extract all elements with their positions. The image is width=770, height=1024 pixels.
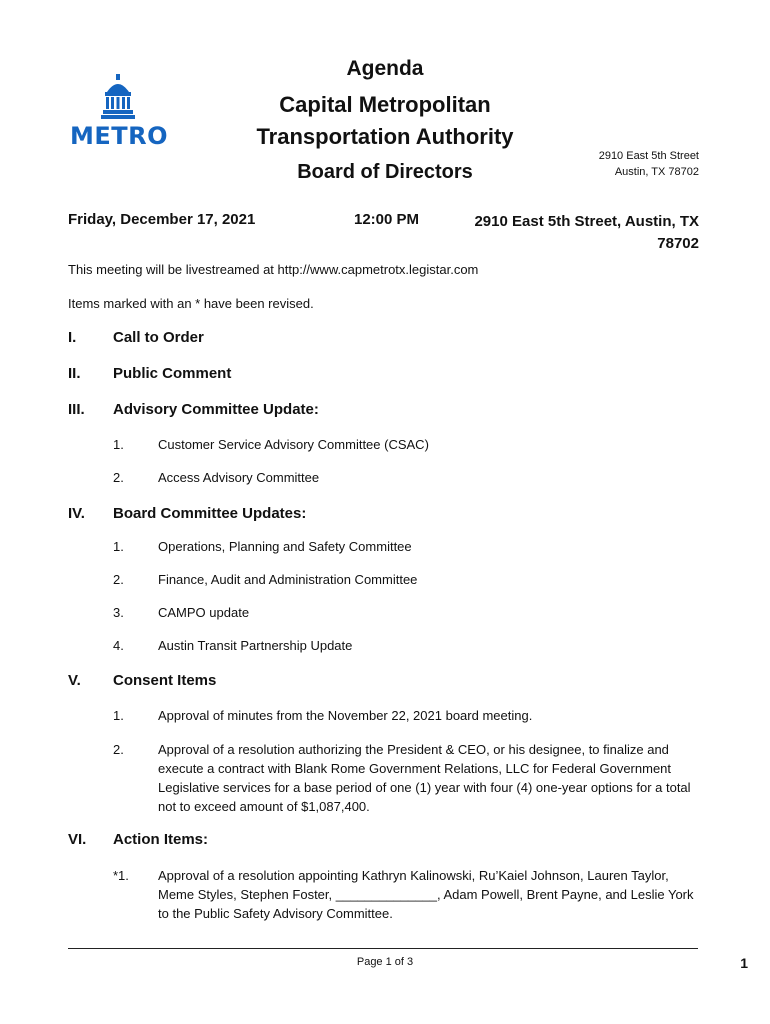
item-number: 2. — [113, 470, 124, 485]
livestream-note: This meeting will be livestreamed at http://www.capmetrotx.legistar.com — [68, 262, 479, 277]
section-title: Advisory Committee Update: — [113, 401, 319, 418]
section-number: III. — [68, 401, 85, 418]
section-title: Action Items: — [113, 831, 209, 848]
section-title: Consent Items — [113, 672, 217, 689]
agenda-title: Agenda — [346, 57, 424, 80]
meeting-location — [439, 211, 699, 255]
footer-divider — [68, 948, 698, 949]
capitol-icon — [70, 72, 166, 122]
header-address — [599, 148, 699, 180]
page-number: 1 — [740, 955, 748, 971]
section-title: Board Committee Updates: — [113, 505, 307, 522]
metro-logo — [70, 72, 169, 152]
item-number: 2. — [113, 742, 124, 757]
logo-text: METRO — [70, 122, 169, 150]
section-title: Public Comment — [113, 365, 232, 382]
page-label: Page 1 of 3 — [356, 956, 414, 968]
section-number: VI. — [68, 831, 87, 848]
address-line1: 2910 East 5th Street — [598, 150, 699, 162]
agenda-item: Operations, Planning and Safety Committee — [158, 539, 412, 554]
location-line2: 78702 — [657, 235, 699, 252]
item-number: *1. — [113, 868, 129, 883]
location-line1: 2910 East 5th Street, Austin, TX — [474, 213, 699, 230]
agenda-item: Austin Transit Partnership Update — [158, 638, 353, 653]
item-number: 1. — [113, 437, 124, 452]
revised-note: Items marked with an * have been revised. — [68, 296, 314, 311]
section-number: II. — [68, 365, 81, 382]
agenda-item: Approval of a resolution appointing Kathryn Kalinowski, Ru’Kaiel Johnson, Lauren Taylor, Meme Styles, Stephen Foster, ______________, Adam Powell, Brent Payne, and Leslie York to the Public Safety Advisory Committee. — [158, 868, 694, 921]
item-number: 4. — [113, 638, 124, 653]
item-number: 1. — [113, 708, 124, 723]
item-number: 2. — [113, 572, 124, 587]
item-number: 3. — [113, 605, 124, 620]
address-line2: Austin, TX 78702 — [614, 166, 699, 178]
item-number: 1. — [113, 539, 124, 554]
section-title: Call to Order — [113, 329, 204, 346]
section-number: I. — [68, 329, 77, 346]
agenda-item: Finance, Audit and Administration Committee — [158, 572, 418, 587]
board-title: Board of Directors — [297, 161, 473, 183]
agenda-item: Access Advisory Committee — [158, 470, 320, 485]
section-number: IV. — [68, 505, 85, 522]
org-name-line1: Capital Metropolitan — [279, 92, 491, 117]
agenda-item: Approval of a resolution authorizing the President & CEO, or his designee, to finalize and execute a contract with Blank Rome Government Relations, LLC for Federal Government Legislative services for a base period of one (1) year with four (4) one-year options for a total not to exceed amount of $1,087,400. — [158, 742, 691, 814]
meeting-time: 12:00 PM — [354, 211, 420, 228]
section-number: V. — [68, 672, 81, 689]
agenda-item: Customer Service Advisory Committee (CSAC) — [158, 437, 429, 452]
agenda-item: Approval of minutes from the November 22, 2021 board meeting. — [158, 708, 533, 723]
agenda-item: CAMPO update — [158, 605, 250, 620]
org-name-line2: Transportation Authority — [256, 124, 514, 149]
meeting-date: Friday, December 17, 2021 — [68, 211, 256, 228]
